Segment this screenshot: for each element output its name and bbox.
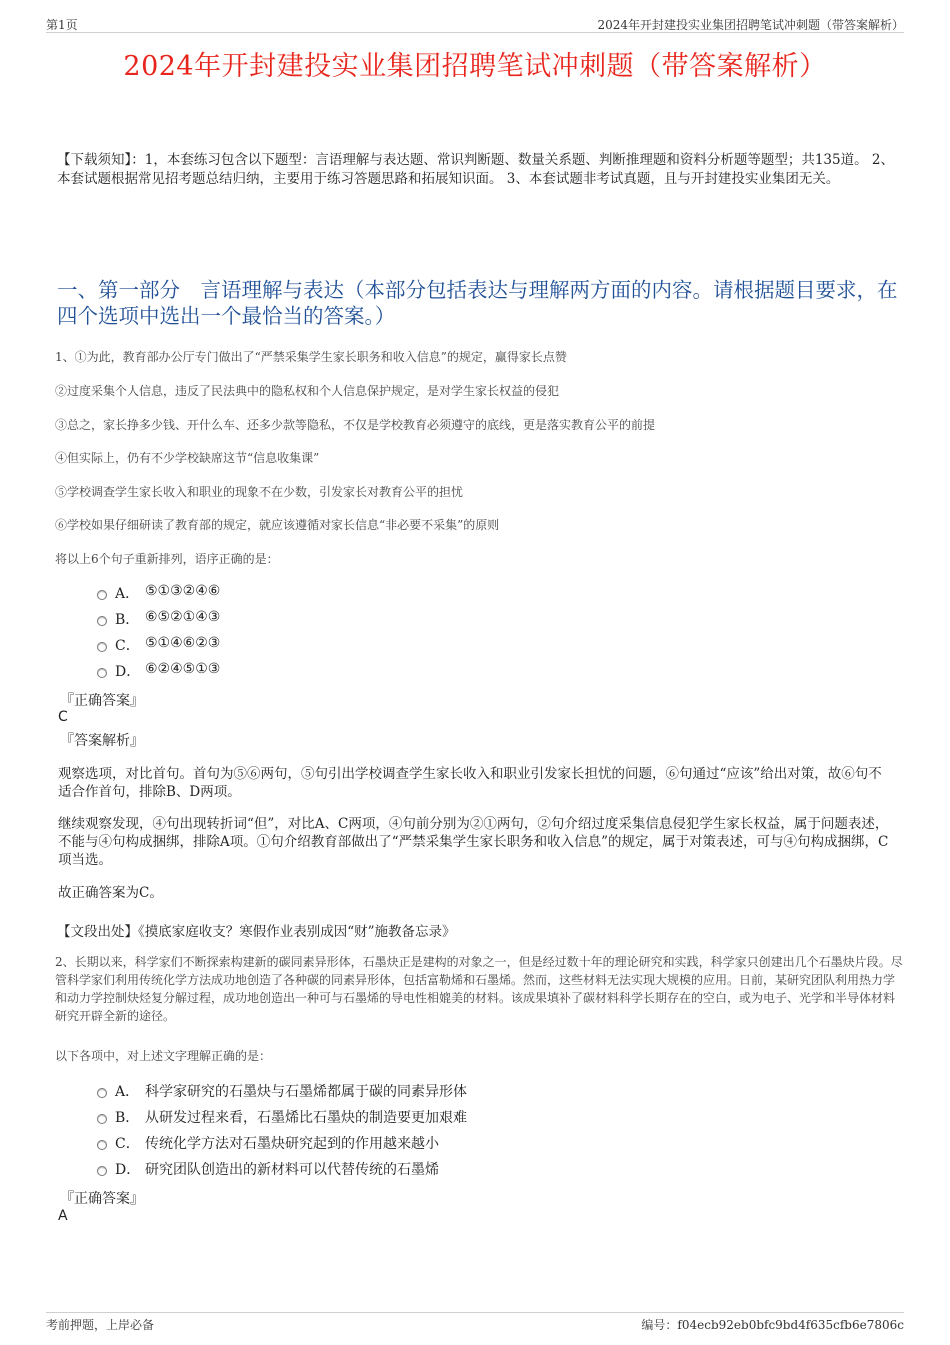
option-letter: A． <box>115 1084 140 1100</box>
option-text: ⑥②④⑤①③ <box>145 661 221 677</box>
q2-answer-label: 『正确答案』 <box>60 1191 144 1207</box>
q1-answer: C <box>58 709 68 725</box>
q1-sentence-2: ②过度采集个人信息，违反了民法典中的隐私权和个人信息保护规定，是对学生家长权益的侵犯 <box>55 384 560 398</box>
q1-analysis-para-3: 故正确答案为C。 <box>58 885 163 901</box>
radio-icon[interactable] <box>97 1088 107 1098</box>
header-doc-title: 2024年开封建投实业集团招聘笔试冲刺题（带答案解析） <box>597 18 904 32</box>
q2-prompt: 以下各项中，对上述文字理解正确的是： <box>55 1049 272 1063</box>
option-letter: D． <box>115 1162 141 1178</box>
q1-sentence-5: ⑤学校调查学生家长收入和职业的现象不在少数，引发家长对教育公平的担忧 <box>55 485 464 499</box>
section-title: 一、第一部分 言语理解与表达（本部分包括表达与理解两方面的内容。请根据题目要求，在四个选项中选出一个最恰当的答案。） <box>57 278 898 328</box>
option-text: 研究团队创造出的新材料可以代替传统的石墨烯 <box>145 1162 439 1178</box>
page-footer <box>46 1312 904 1333</box>
radio-icon[interactable] <box>97 1140 107 1150</box>
option-text: 科学家研究的石墨炔与石墨烯都属于碳的同素异形体 <box>145 1084 467 1100</box>
option-text: 传统化学方法对石墨炔研究起到的作用越来越小 <box>145 1136 439 1152</box>
option-letter: A． <box>115 586 140 602</box>
q1-answer-label: 『正确答案』 <box>60 693 144 709</box>
option-letter: C． <box>115 1136 140 1152</box>
option-letter: D． <box>115 664 141 680</box>
option-letter: C． <box>115 638 140 654</box>
radio-icon[interactable] <box>97 668 107 678</box>
footer-doc-id: 编号：f04ecb92eb0bfc9bd4f635cfb6e7806c <box>641 1318 904 1332</box>
q1-sentence-6: ⑥学校如果仔细研读了教育部的规定，就应该遵循对家长信息“非必要不采集”的原则 <box>55 518 500 532</box>
document-title: 2024年开封建投实业集团招聘笔试冲刺题（带答案解析） <box>123 51 827 82</box>
option-text: 从研发过程来看，石墨烯比石墨炔的制造要更加艰难 <box>145 1110 467 1126</box>
radio-icon[interactable] <box>97 616 107 626</box>
q1-sentence-4: ④但实际上，仍有不少学校缺席这节“信息收集课” <box>55 451 320 465</box>
q1-analysis-para-2: 继续观察发现，④句出现转折词“但”，对比A、C两项，④句前分别为②①两句，②句介绍过度采集信息侵犯学生家长权益，属于问题表述，不能与④句构成捆绑，排除A项。①句介绍教育部做出了“严禁采集学生家长职务和收入信息”的规定，属于对策表述，可与④句构成捆绑，C项当选。 <box>58 816 889 868</box>
option-letter: B． <box>115 1110 140 1126</box>
q1-source: 【文段出处】《摸底家庭收支？寒假作业表别成因“财”施教备忘录》 <box>57 924 456 940</box>
q2-answer: A <box>58 1208 68 1224</box>
q1-sentence-1: 1、①为此，教育部办公厅专门做出了“严禁采集学生家长职务和收入信息”的规定，赢得家长点赞 <box>55 350 567 364</box>
option-text: ⑤①③②④⑥ <box>145 583 221 599</box>
option-text: ⑤①④⑥②③ <box>145 635 221 651</box>
page-header <box>46 14 904 33</box>
q2-passage: 2、长期以来，科学家们不断探索构建新的碳同素异形体，石墨炔正是建构的对象之一，但是经过数十年的理论研究和实践，科学家只创建出几个石墨炔片段。尽管科学家们利用传统化学方法成功地创造了各种碳的同素异形体，包括富勒烯和石墨烯。然而，这些材料无法实现大规模的应用。日前，某研究团队利用热力学和动力学控制炔烃复分解过程，成功地创造出一种可与石墨烯的导电性相媲美的材料。该成果填补了碳材料科学长期存在的空白，或为电子、光学和半导体材料研究开辟全新的途径。 <box>55 955 903 1023</box>
page-number: 第1页 <box>46 18 78 32</box>
q1-sentence-3: ③总之，家长挣多少钱、开什么车、还多少款等隐私，不仅是学校教育必须遵守的底线，更是落实教育公平的前提 <box>55 418 656 432</box>
footer-slogan: 考前押题，上岸必备 <box>46 1318 155 1332</box>
radio-icon[interactable] <box>97 1114 107 1124</box>
option-letter: B． <box>115 612 140 628</box>
download-notice: 【下载须知】：1，本套练习包含以下题型：言语理解与表达题、常识判断题、数量关系题、判断推理题和资料分析题等题型；共135道。 2、本套试题根据常见招考题总结归纳，主要用于练习答题思路和拓展知识面。 3、本套试题非考试真题，且与开封建投实业集团无关。 <box>57 152 894 187</box>
option-text: ⑥⑤②①④③ <box>145 609 221 625</box>
q1-analysis-label: 『答案解析』 <box>60 733 144 749</box>
radio-icon[interactable] <box>97 1166 107 1176</box>
radio-icon[interactable] <box>97 590 107 600</box>
q1-analysis-para-1: 观察选项，对比首句。首句为⑤⑥两句，⑤句引出学校调查学生家长收入和职业引发家长担忧的问题，⑥句通过“应该”给出对策，故⑥句不适合作首句，排除B、D两项。 <box>58 766 882 800</box>
q1-prompt: 将以上6个句子重新排列，语序正确的是： <box>55 552 279 566</box>
radio-icon[interactable] <box>97 642 107 652</box>
